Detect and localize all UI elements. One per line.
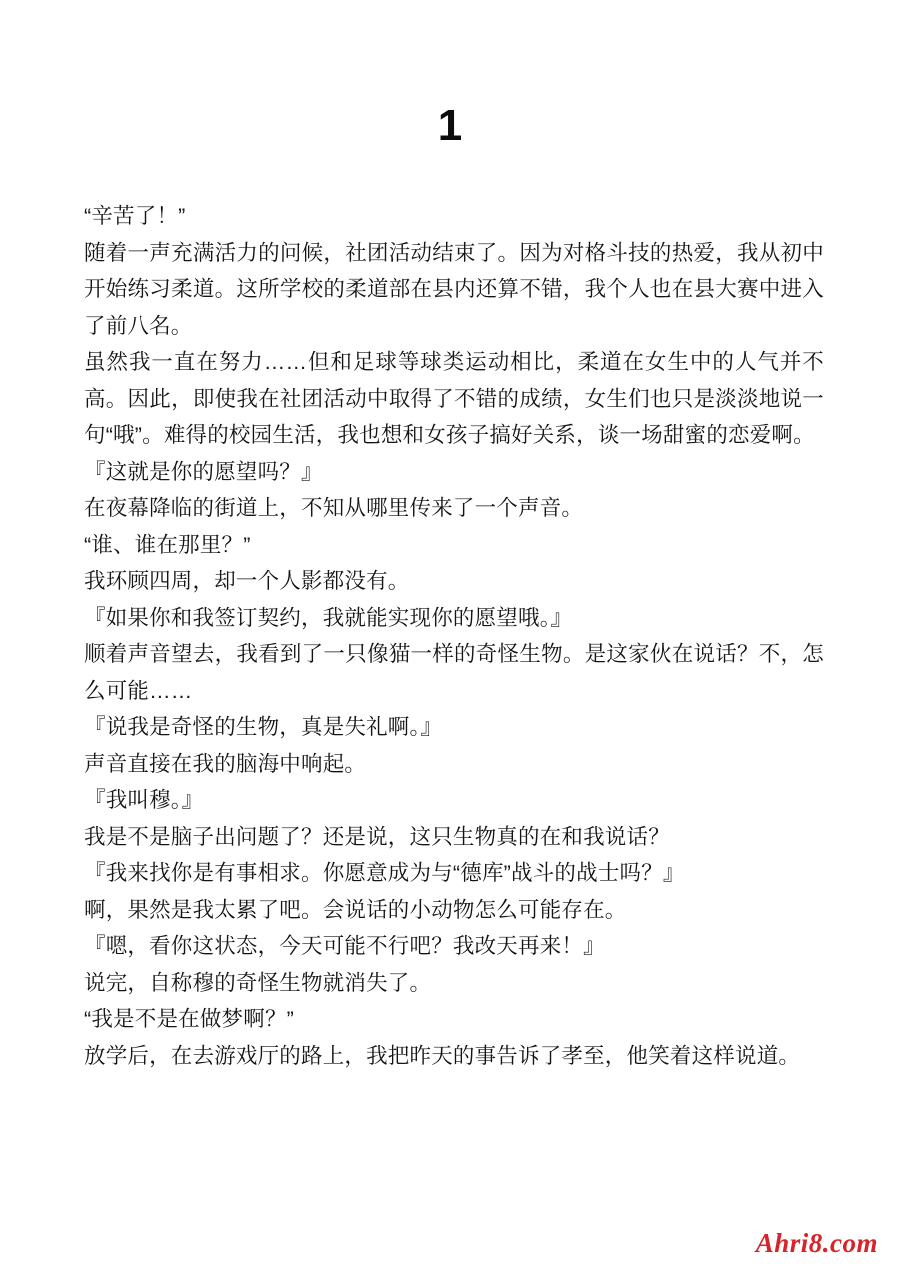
paragraph: 『我叫穆。』	[84, 788, 204, 812]
paragraph: 『这就是你的愿望吗？』	[84, 459, 323, 484]
paragraph: “我是不是在做梦啊？”	[84, 1007, 295, 1031]
paragraph: 『嗯，看你这状态，今天可能不行吧？我改天再来！』	[84, 934, 605, 958]
paragraph: 『说我是奇怪的生物，真是失礼啊。』	[84, 715, 443, 739]
body-text-container	[84, 198, 824, 1074]
paragraph: 放学后，在去游戏厅的路上，我把昨天的事告诉了孝至，他笑着这样说道。	[84, 1043, 801, 1068]
paragraph: 在夜幕降临的街道上，不知从哪里传来了一个声音。	[84, 496, 584, 520]
site-watermark: Ahri8.com	[755, 1228, 878, 1258]
chapter-title: 1	[437, 101, 463, 150]
paragraph: 虽然我一直在努力……但和足球等球类运动相比，柔道在女生中的人气并不高。因此，即使我在社团活动中取得了不错的成绩，女生们也只是淡淡地说一句“哦”。难得的校园生活，我也想和女孩子搞好关系，谈一场甜蜜的恋爱啊。	[84, 350, 824, 447]
paragraph: 随着一声充满活力的问候，社团活动结束了。因为对格斗技的热爱，我从初中开始练习柔道。这所学校的柔道部在县内还算不错，我个人也在县大赛中进入了前八名。	[84, 240, 824, 338]
paragraph: 我是不是脑子出问题了？还是说，这只生物真的在和我说话？	[84, 824, 670, 849]
paragraph: “辛苦了！”	[84, 204, 186, 228]
paragraph: 『如果你和我签订契约，我就能实现你的愿望哦。』	[84, 605, 573, 630]
paragraph: 声音直接在我的脑海中响起。	[84, 751, 367, 776]
paragraph: 说完，自称穆的奇怪生物就消失了。	[84, 970, 432, 995]
paragraph: 『我来找你是有事相求。你愿意成为与“德库”战斗的战士吗？』	[84, 861, 685, 885]
paragraph: 啊，果然是我太累了吧。会说话的小动物怎么可能存在。	[84, 897, 627, 922]
paragraph: 顺着声音望去，我看到了一只像猫一样的奇怪生物。是这家伙在说话？不，怎么可能……	[84, 642, 824, 703]
paragraph: “谁、谁在那里？”	[84, 532, 251, 557]
paragraph: 我环顾四周，却一个人影都没有。	[84, 569, 410, 593]
